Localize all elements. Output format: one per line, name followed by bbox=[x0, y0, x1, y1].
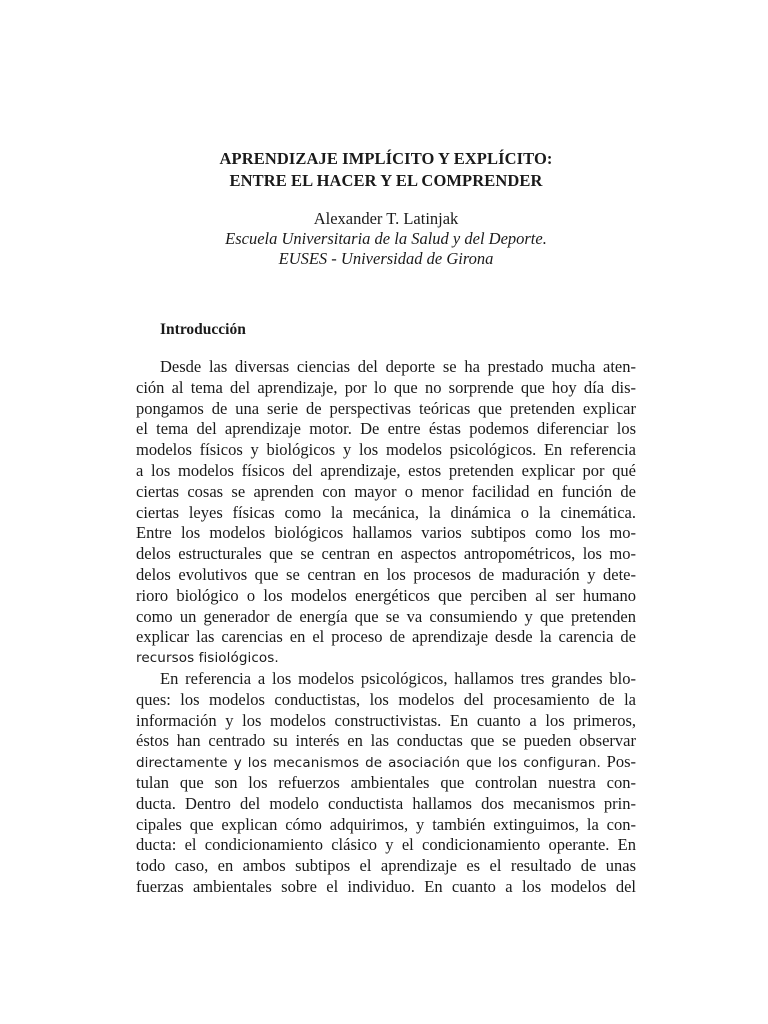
body-line: información y los modelos constructivistas. En cuanto a los primeros, bbox=[136, 710, 636, 730]
body-line: éstos han centrado su interés en las conductas que se pueden observar bbox=[136, 731, 636, 751]
body-line-segment: directamente y los mecanismos de asociación que los configuran. bbox=[136, 755, 601, 772]
body-line-mixed bbox=[136, 752, 636, 773]
body-line: ción al tema del aprendizaje, por lo que no sorprende que hoy día dis- bbox=[136, 377, 636, 397]
body-line-segment: Pos- bbox=[606, 752, 637, 772]
body-line: tulan que son los refuerzos ambientales que controlan nuestra con- bbox=[136, 772, 636, 792]
body-line: delos evolutivos que se centran en los procesos de maduración y dete- bbox=[136, 564, 636, 584]
body-line: ducta: el condicionamiento clásico y el condicionamiento operante. En bbox=[136, 835, 636, 855]
title-line-1: APRENDIZAJE IMPLÍCITO Y EXPLÍCITO: bbox=[219, 149, 553, 168]
body-line: ciertas cosas se aprenden con mayor o menor facilidad en función de bbox=[136, 481, 636, 501]
body-line: a los modelos físicos del aprendizaje, estos pretenden explicar por qué bbox=[136, 460, 636, 480]
body-text bbox=[136, 357, 636, 898]
body-line: rioro biológico o los modelos energéticos que perciben al ser humano bbox=[136, 585, 636, 605]
body-line: delos estructurales que se centran en aspectos antropométricos, los mo- bbox=[136, 544, 636, 564]
body-line: ciertas leyes físicas como la mecánica, la dinámica o la cinemática. bbox=[136, 502, 636, 522]
section-heading: Introducción bbox=[160, 321, 246, 338]
author-block bbox=[136, 209, 636, 269]
paper-title bbox=[136, 148, 636, 192]
body-line: el tema del aprendizaje motor. De entre éstas podemos diferenciar los bbox=[136, 419, 636, 439]
body-line: Entre los modelos biológicos hallamos varios subtipos como los mo- bbox=[136, 523, 636, 543]
body-line: ques: los modelos conductistas, los modelos del procesamiento de la bbox=[136, 689, 636, 709]
body-line: recursos fisiológicos. bbox=[136, 650, 279, 667]
body-line: cipales que explican cómo adquirimos, y también extinguimos, la con- bbox=[136, 814, 636, 834]
body-line: fuerzas ambientales sobre el individuo. En cuanto a los modelos del bbox=[136, 876, 636, 896]
body-line: ducta. Dentro del modelo conductista hallamos dos mecanismos prin- bbox=[136, 793, 636, 813]
body-line: pongamos de una serie de perspectivas teóricas que pretenden explicar bbox=[136, 398, 636, 418]
body-line: Desde las diversas ciencias del deporte se ha prestado mucha aten- bbox=[160, 357, 636, 376]
affiliation-line-2: EUSES - Universidad de Girona bbox=[278, 249, 494, 268]
body-line: modelos físicos y biológicos y los modelos psicológicos. En referencia bbox=[136, 440, 636, 460]
body-line: explicar las carencias en el proceso de aprendizaje desde la carencia de bbox=[136, 627, 636, 647]
author-name: Alexander T. Latinjak bbox=[313, 209, 459, 228]
body-line: como un generador de energía que se va consumiendo y que pretenden bbox=[136, 606, 636, 626]
body-line: En referencia a los modelos psicológicos, hallamos tres grandes blo- bbox=[160, 668, 636, 688]
body-line: todo caso, en ambos subtipos el aprendizaje es el resultado de unas bbox=[136, 856, 636, 876]
title-line-2: ENTRE EL HACER Y EL COMPRENDER bbox=[229, 171, 543, 190]
affiliation-line-1: Escuela Universitaria de la Salud y del Deporte. bbox=[225, 229, 547, 248]
